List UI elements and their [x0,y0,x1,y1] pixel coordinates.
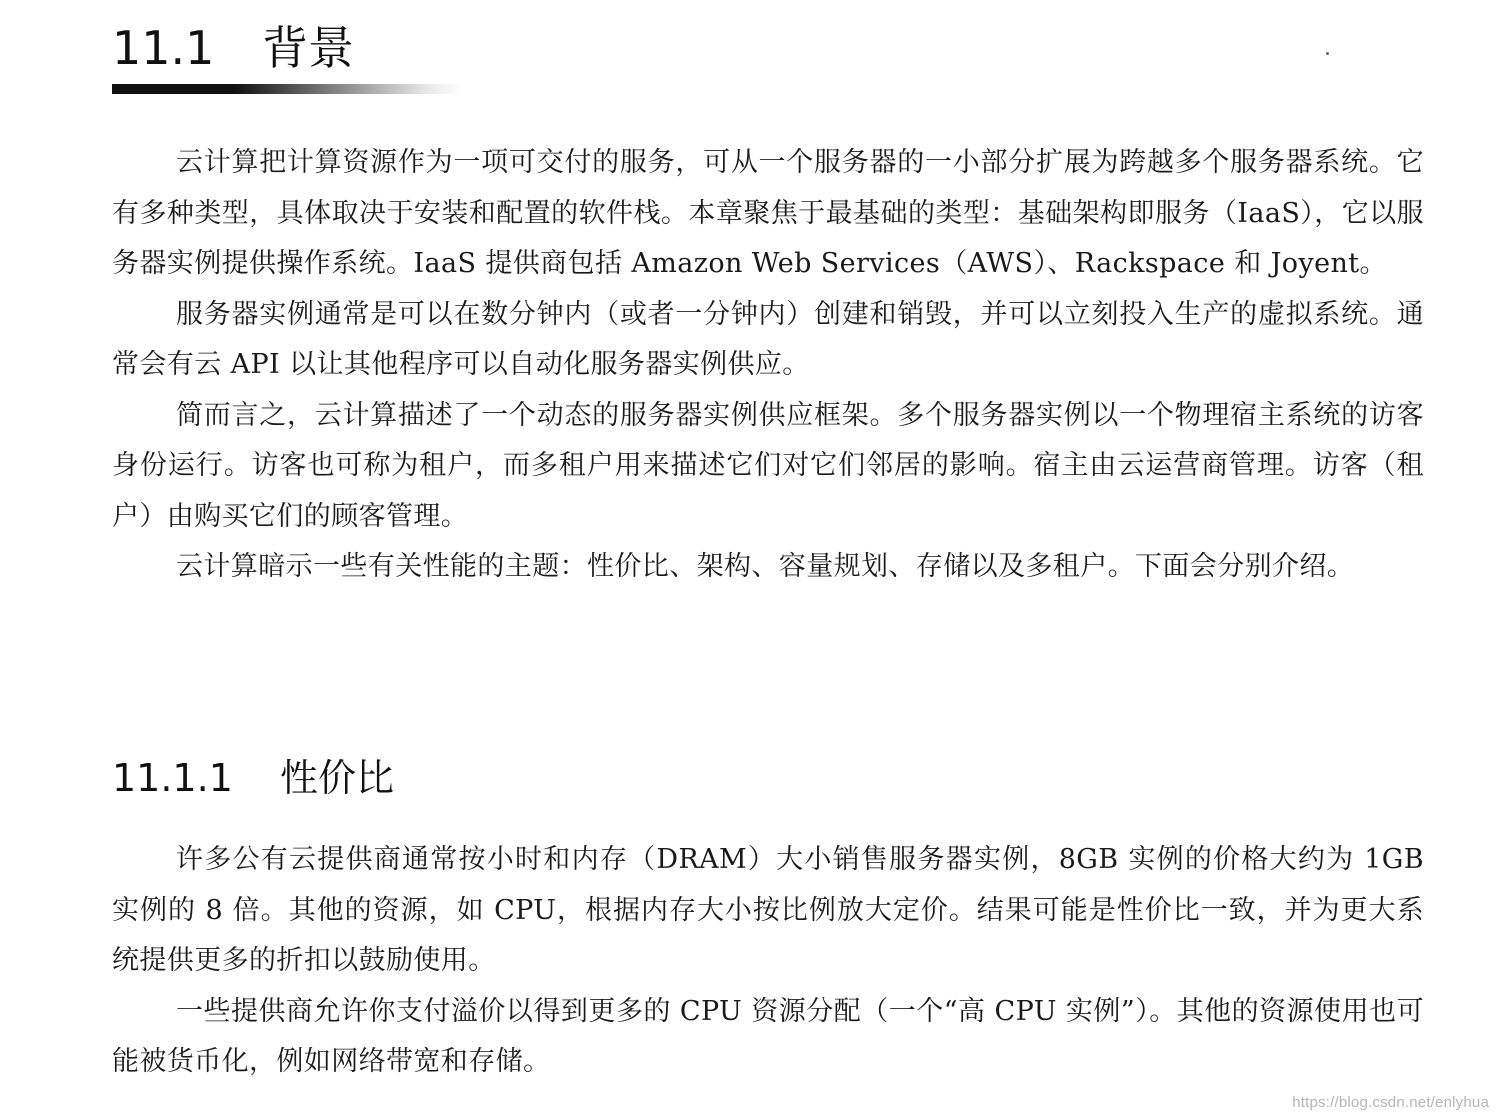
section-number: 11.1 [112,21,215,75]
section-body [112,138,1424,593]
paragraph: 云计算把计算资源作为一项可交付的服务，可从一个服务器的一小部分扩展为跨越多个服务器系统。它有多种类型，具体取决于安装和配置的软件栈。本章聚焦于最基础的类型：基础架构即服务（IaaS），它以服务器实例提供操作系统。IaaS 提供商包括 Amazon Web Services（AWS）、Rackspace 和 Joyent。 [112,147,1424,279]
section-heading [112,18,354,78]
paragraph: 云计算暗示一些有关性能的主题：性价比、架构、容量规划、存储以及多租户。下面会分别介绍。 [176,551,1355,582]
subsection-body [112,835,1424,1088]
paragraph: 许多公有云提供商通常按小时和内存（DRAM）大小销售服务器实例，8GB 实例的价格大约为 1GB 实例的 8 倍。其他的资源，如 CPU，根据内存大小按比例放大定价。结果可能是性价比一致，并为更大系统提供更多的折扣以鼓励使用。 [112,844,1424,976]
paragraph: 简而言之，云计算描述了一个动态的服务器实例供应框架。多个服务器实例以一个物理宿主系统的访客身份运行。访客也可称为租户，而多租户用来描述它们对它们邻居的影响。宿主由云运营商管理。访客（租户）由购买它们的顾客管理。 [112,399,1424,532]
subsection-heading [112,752,394,804]
paragraph: 一些提供商允许你支付溢价以得到更多的 CPU 资源分配（一个“高 CPU 实例”）。其他的资源使用也可能被货币化，例如网络带宽和存储。 [112,995,1424,1077]
subsection-number: 11.1.1 [112,756,233,800]
heading-underline-rule [112,84,462,94]
paragraph: 服务器实例通常是可以在数分钟内（或者一分钟内）创建和销毁，并可以立刻投入生产的虚拟系统。通常会有云 API 以让其他程序可以自动化服务器实例供应。 [112,298,1424,380]
source-watermark: https://blog.csdn.net/enlyhua [1292,1094,1489,1111]
subsection-title: 性价比 [280,756,395,800]
section-title: 背景 [262,21,354,75]
scan-speck [1326,52,1329,55]
